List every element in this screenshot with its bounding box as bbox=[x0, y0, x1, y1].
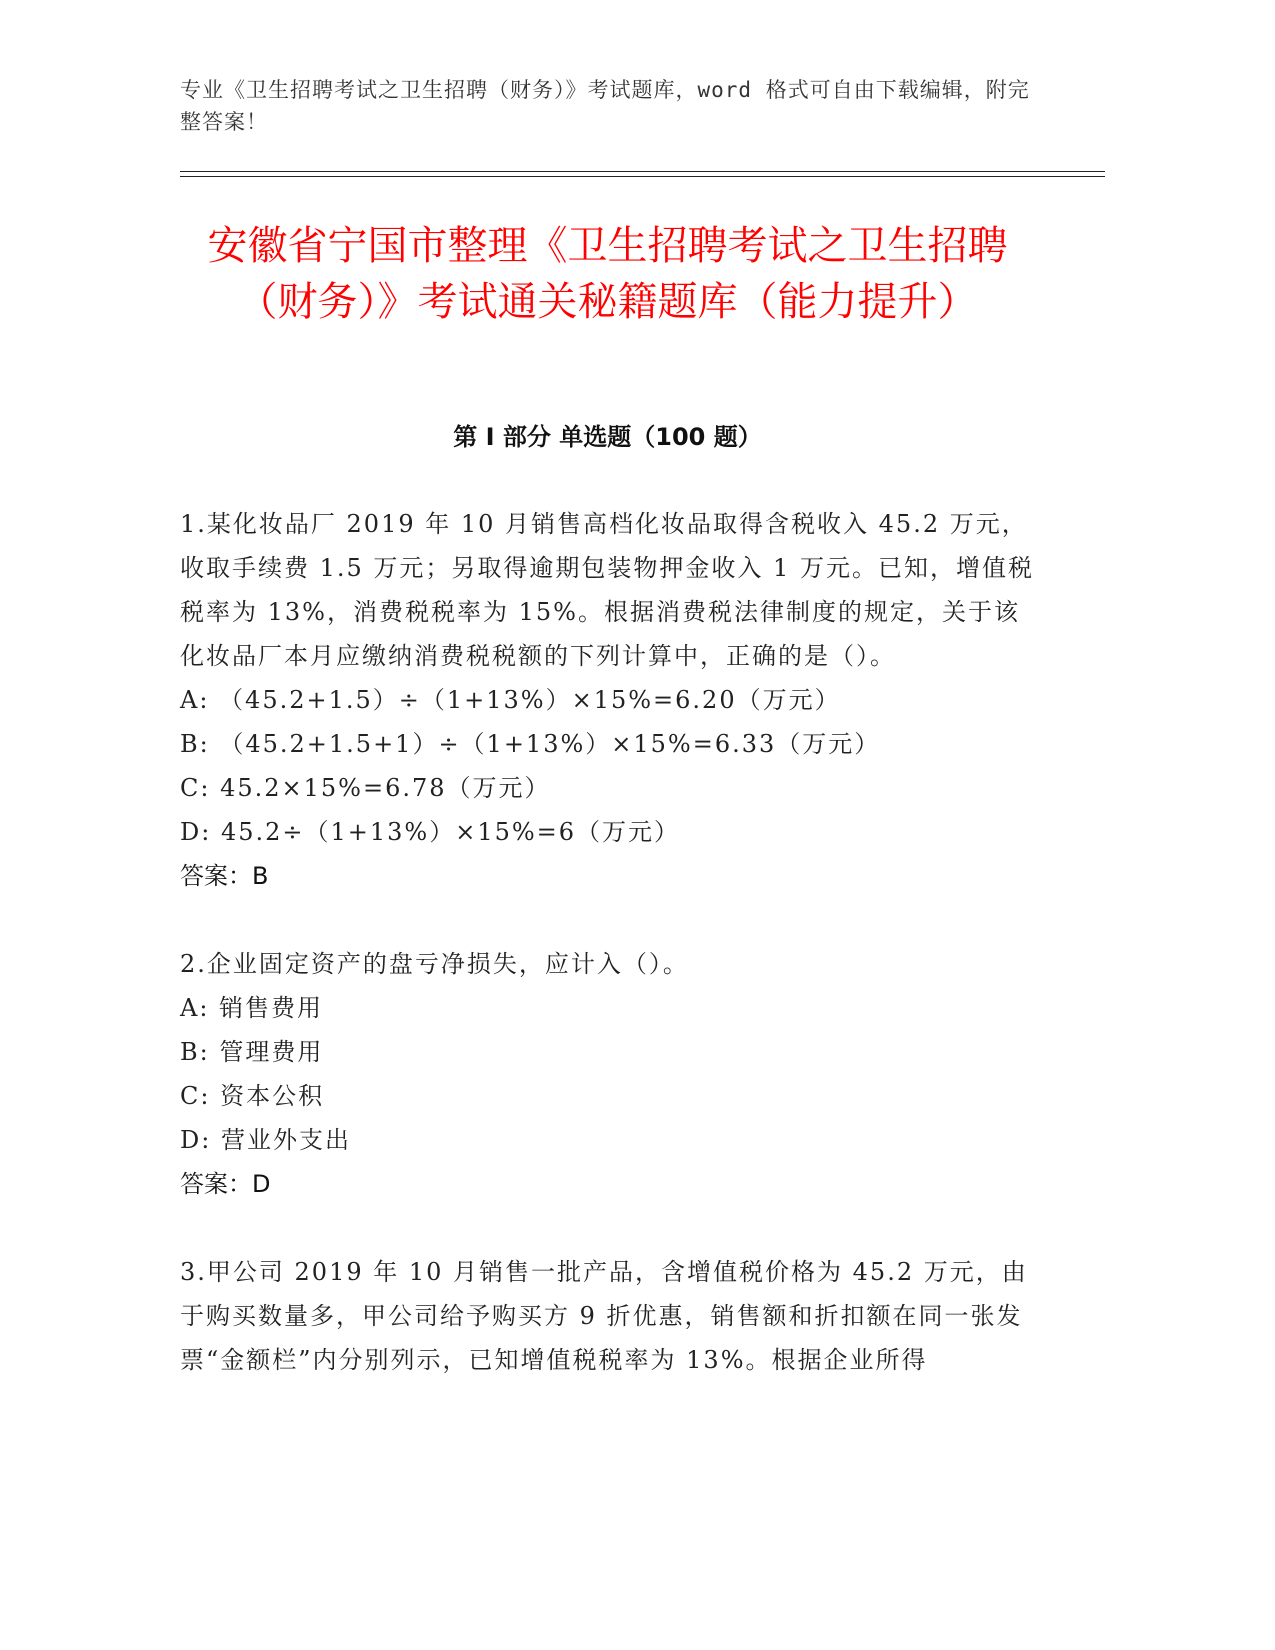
question-stem: 3.甲公司 2019 年 10 月销售一批产品，含增值税价格为 45.2 万元，由于购买数量多，甲公司给予购买方 9 折优惠，销售额和折扣额在同一张发票“金额栏”内分别列示，已知增值税税率为 13%。根据企业所得 bbox=[180, 1258, 1028, 1374]
option-c: C: 资本公积 bbox=[180, 1082, 325, 1110]
option-b: B: 管理费用 bbox=[180, 1038, 324, 1066]
question-stem: 1.某化妆品厂 2019 年 10 月销售高档化妆品取得含税收入 45.2 万元，收取手续费 1.5 万元；另取得逾期包装物押金收入 1 万元。已知，增值税税率为 13%，消费税税率为 15%。根据消费税法律制度的规定，关于该化妆品厂本月应缴纳消费税税额的下列计算中，正确的是（）。 bbox=[180, 510, 1034, 670]
option-a: A: 销售费用 bbox=[180, 994, 324, 1022]
header-note: 专业《卫生招聘考试之卫生招聘（财务）》考试题库，word 格式可自由下载编辑，附完整答案！ bbox=[180, 78, 1030, 134]
header-divider-top bbox=[180, 171, 1105, 172]
question-stem: 2.企业固定资产的盘亏净损失，应计入（）。 bbox=[180, 950, 689, 978]
header-divider-bottom bbox=[180, 176, 1105, 177]
answer: 答案：B bbox=[180, 862, 269, 890]
answer: 答案：D bbox=[180, 1170, 271, 1198]
option-d: D: 营业外支出 bbox=[180, 1126, 351, 1154]
section-heading: 第 I 部分 单选题（100 题） bbox=[453, 423, 762, 451]
question-2 bbox=[180, 942, 1040, 1206]
question-list bbox=[180, 502, 1040, 1426]
option-a: A: （45.2+1.5）÷（1+13%）×15%=6.20（万元） bbox=[180, 686, 841, 714]
question-1 bbox=[180, 502, 1040, 898]
question-3 bbox=[180, 1250, 1040, 1382]
option-b: B: （45.2+1.5+1）÷（1+13%）×15%=6.33（万元） bbox=[180, 730, 881, 758]
option-c: C: 45.2×15%=6.78（万元） bbox=[180, 774, 551, 802]
document-title: 安徽省宁国市整理《卫生招聘考试之卫生招聘（财务）》考试通关秘籍题库（能力提升） bbox=[207, 223, 1008, 325]
option-d: D: 45.2÷（1+13%）×15%=6（万元） bbox=[180, 818, 681, 846]
